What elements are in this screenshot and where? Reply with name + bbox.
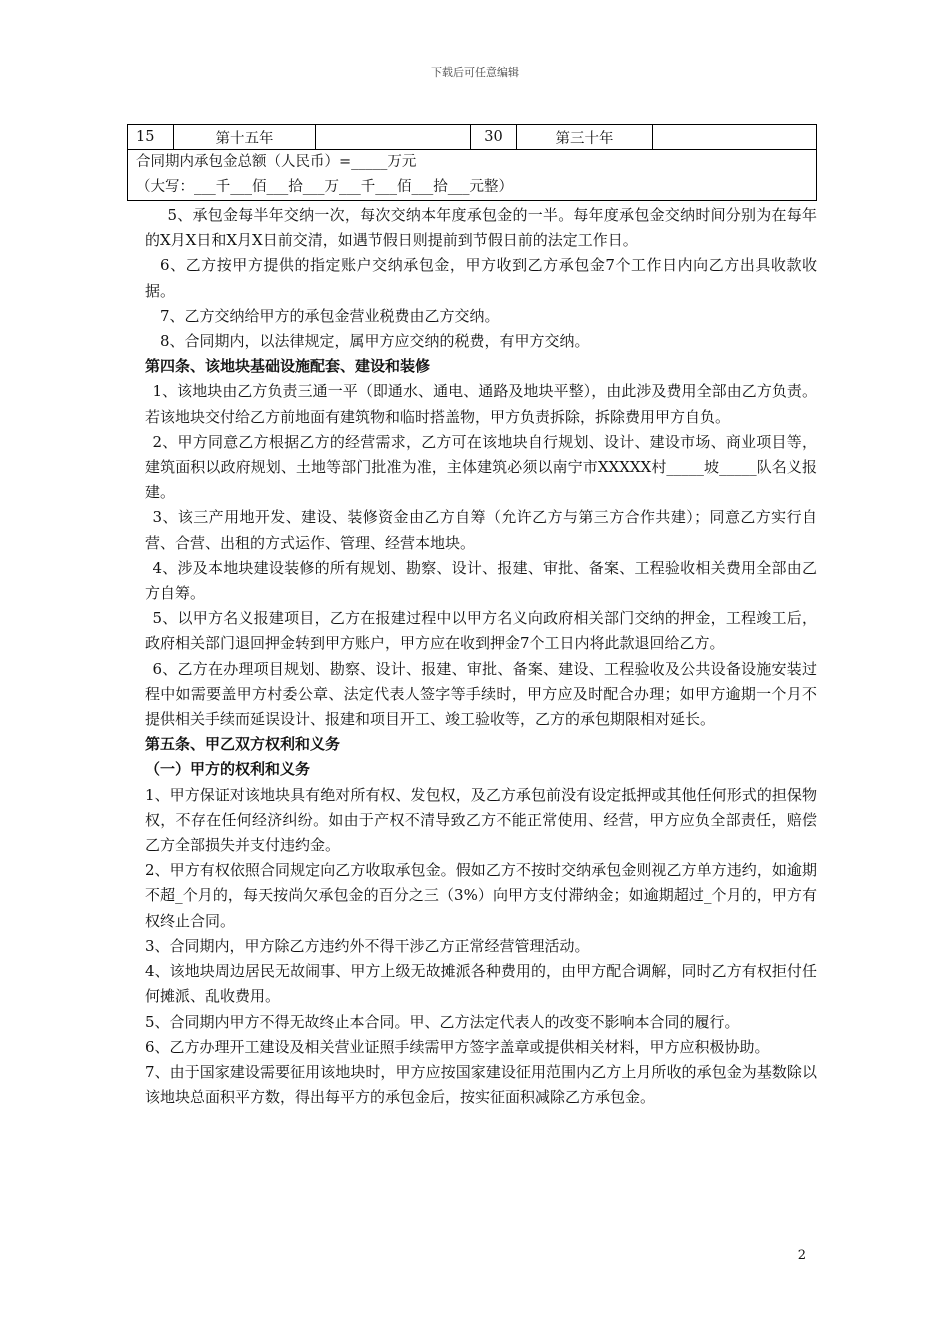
subsection-heading: （一）甲方的权利和义务 xyxy=(145,760,311,779)
paragraph: 1、甲方保证对该地块具有绝对所有权、发包权，及乙方承包前没有设定抵押或其他任何形式的担保物权，不存在任何经济纠纷。如由于产权不清导致乙方不能正常使用、经营，甲方应负全部责任，赔偿乙方全部损失并支付违约金。 xyxy=(145,785,817,855)
page-header: 下载后可任意编辑 xyxy=(431,66,519,79)
year-label-cell: 第十五年 xyxy=(174,125,316,150)
total-amount-cell xyxy=(128,150,817,201)
paragraph: 4、该地块周边居民无故闹事、甲方上级无故摊派各种费用的，由甲方配合调解，同时乙方有权拒付任何摊派、乱收费用。 xyxy=(145,962,817,1006)
fee-table xyxy=(127,124,817,201)
paragraph: 3、该三产用地开发、建设、装修资金由乙方自筹（允许乙方与第三方合作共建）；同意乙方实行自营、合营、出租的方式运作、管理、经营本地块。 xyxy=(145,508,817,552)
amount-cell xyxy=(316,125,471,150)
contract-body xyxy=(145,203,817,1110)
table-row xyxy=(128,150,817,201)
total-amount-words-line: （大写：___千___佰___拾___万___千___佰___拾___元整） xyxy=(136,179,513,195)
paragraph: 6、乙方办理开工建设及相关营业证照手续需甲方签字盖章或提供相关材料，甲方应积极协助。 xyxy=(145,1037,770,1056)
paragraph: 6、乙方在办理项目规划、勘察、设计、报建、审批、备案、建设、工程验收及公共设备设施安装过程中如需要盖甲方村委公章、法定代表人签字等手续时，甲方应及时配合办理；如甲方逾期一个月不提供相关手续而延误设计、报建和项目开工、竣工验收等，乙方的承包期限相对延长。 xyxy=(145,659,817,729)
paragraph: 8、合同期内，以法律规定，属甲方应交纳的税费，有甲方交纳。 xyxy=(160,332,590,351)
paragraph: 6、乙方按甲方提供的指定账户交纳承包金，甲方收到乙方承包金7个工作日内向乙方出具收款收据。 xyxy=(145,256,817,300)
year-number-cell: 15 xyxy=(128,125,174,150)
year-number-cell: 30 xyxy=(471,125,517,150)
year-label-cell: 第三十年 xyxy=(517,125,653,150)
page-number: 2 xyxy=(797,1248,806,1263)
total-amount-line: 合同期内承包金总额（人民币）=_____万元 xyxy=(136,154,417,170)
paragraph: 5、承包金每半年交纳一次，每次交纳本年度承包金的一半。每年度承包金交纳时间分别为在每年的X月X日和X月X日前交清，如遇节假日则提前到节假日前的法定工作日。 xyxy=(145,206,817,250)
paragraph: 2、甲方有权依照合同规定向乙方收取承包金。假如乙方不按时交纳承包金则视乙方单方违约，如逾期不超_个月的，每天按尚欠承包金的百分之三（3%）向甲方支付滞纳金；如逾期超过_个月的，甲方有权终止合同。 xyxy=(145,861,817,930)
paragraph: 5、合同期内甲方不得无故终止本合同。甲、乙方法定代表人的改变不影响本合同的履行。 xyxy=(145,1012,740,1031)
paragraph: 4、涉及本地块建设装修的所有规划、勘察、设计、报建、审批、备案、工程验收相关费用全部由乙方自筹。 xyxy=(145,558,817,603)
table-row xyxy=(128,125,817,150)
amount-cell xyxy=(653,125,817,150)
section-heading: 第四条、该地块基础设施配套、建设和装修 xyxy=(145,357,431,376)
paragraph: 1、该地块由乙方负责三通一平（即通水、通电、通路及地块平整），由此涉及费用全部由乙方负责。若该地块交付给乙方前地面有建筑物和临时搭盖物，甲方负责拆除，拆除费用甲方自负。 xyxy=(145,382,817,426)
paragraph: 3、合同期内，甲方除乙方违约外不得干涉乙方正常经营管理活动。 xyxy=(145,936,590,955)
paragraph: 2、甲方同意乙方根据乙方的经营需求，乙方可在该地块自行规划、设计、建设市场、商业项目等，建筑面积以政府规划、土地等部门批准为准，主体建筑必须以南宁市XXXXX村_____坡_____队名义报建。 xyxy=(145,432,817,502)
paragraph: 7、乙方交纳给甲方的承包金营业税费由乙方交纳。 xyxy=(160,306,500,325)
paragraph: 5、以甲方名义报建项目，乙方在报建过程中以甲方名义向政府相关部门交纳的押金，工程竣工后，政府相关部门退回押金转到甲方账户，甲方应在收到押金7个工日内将此款退回给乙方。 xyxy=(145,609,817,653)
paragraph: 7、由于国家建设需要征用该地块时，甲方应按国家建设征用范围内乙方上月所收的承包金为基数除以该地块总面积平方数，得出每平方的承包金后，按实征面积减除乙方承包金。 xyxy=(145,1062,817,1107)
section-heading: 第五条、甲乙双方权利和义务 xyxy=(145,735,341,754)
